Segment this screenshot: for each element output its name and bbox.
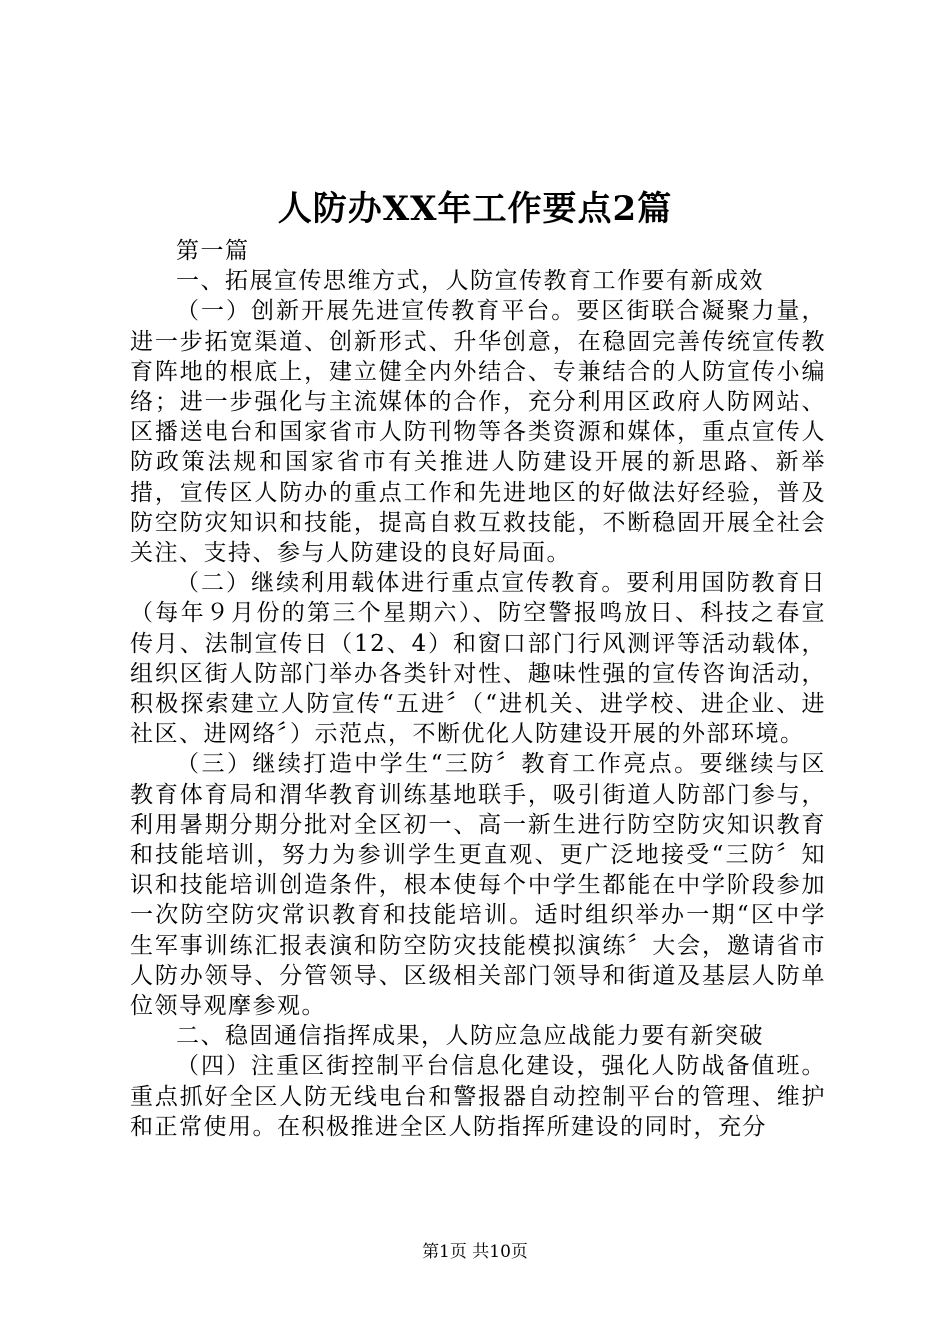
paragraph-3: （三）继续打造中学生“三防〞教育工作亮点。要继续与区教育体育局和渭华教育训练基地联手，吸引街道人防部门参与，利用暑期分期分批对全区初一、高一新生进行防空防灾知识教育和技能培训，努力为参训学生更直观、更广泛地接受“三防〞知识和技能培训创造条件，根本使每个中学生都能在中学阶段参加一次防空防灾常识教育和技能培训。适时组织举办一期“区中学生军事训练汇报表演和防空防灾技能模拟演练〞大会，邀请省市人防办领导、分管领导、区级相关部门领导和街道及基层人防单位领导观摩参观。	[130, 751, 826, 1020]
document-body	[130, 236, 826, 1142]
part-heading: 第一篇	[176, 238, 250, 264]
document-title: 人防办XX年工作要点2篇	[277, 189, 673, 229]
section-heading-1: 一、拓展宣传思维方式，人防宣传教育工作要有新成效	[176, 268, 764, 295]
paragraph-1: （一）创新开展先进宣传教育平台。要区街联合凝聚力量，进一步拓宽渠道、创新形式、升华创意，在稳固完善传统宣传教育阵地的根底上，建立健全内外结合、专兼结合的人防宣传小编络；进一步强化与主流媒体的合作，充分利用区政府人防网站、区播送电台和国家省市人防刊物等各类资源和媒体，重点宣传人防政策法规和国家省市有关推进人防建设开展的新思路、新举措，宣传区人防办的重点工作和先进地区的好做法好经验，普及防空防灾知识和技能，提高自救互救技能，不断稳固开展全社会关注、支持、参与人防建设的良好局面。	[130, 298, 826, 567]
paragraph-2: （二）继续利用载体进行重点宣传教育。要利用国防教育日（每年９月份的第三个星期六）、防空警报鸣放日、科技之春宣传月、法制宣传日（12、4）和窗口部门行风测评等活动载体，组织区街人防部门举办各类针对性、趣味性强的宣传咨询活动，积极探索建立人防宣传“五进〞（“进机关、进学校、进企业、进社区、进网络〞）示范点，不断优化人防建设开展的外部环境。	[130, 570, 826, 748]
section-heading-2: 二、稳固通信指挥成果，人防应急应战能力要有新突破	[176, 1023, 764, 1050]
page-number: 第1页 共10页	[422, 1242, 528, 1262]
paragraph-4: （四）注重区街控制平台信息化建设，强化人防战备值班。重点抓好全区人防无线电台和警报器自动控制平台的管理、维护和正常使用。在积极推进全区人防指挥所建设的同时，充分	[130, 1053, 826, 1140]
